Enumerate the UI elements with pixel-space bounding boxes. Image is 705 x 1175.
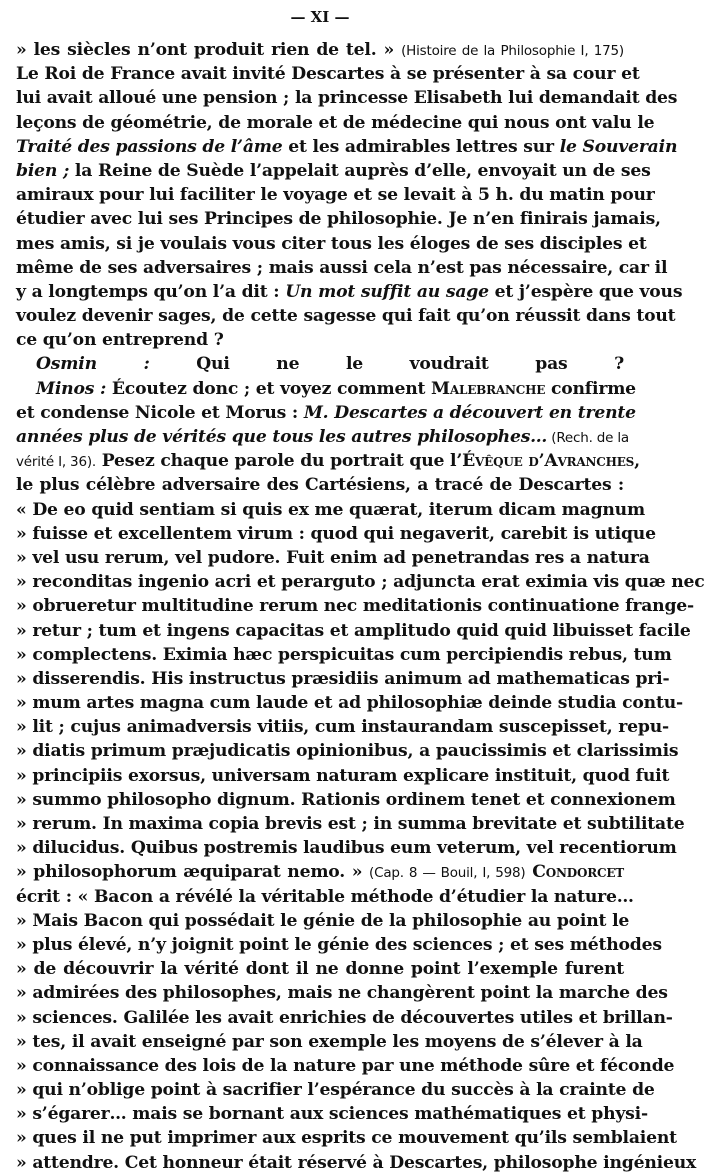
text-run: » les siècles n’ont produit rien de tel. » bbox=[16, 40, 402, 60]
text-run: Pesez chaque parole du portrait que l’ bbox=[96, 451, 463, 472]
text-run: et les admirables lettres sur bbox=[282, 136, 560, 157]
text-run: (Rech. de la bbox=[547, 430, 629, 446]
text-run: » admirées des philosophes, mais ne changèrent point la marche des bbox=[16, 983, 668, 1004]
text-run: » plus élevé, n’y joignit point le génie des sciences ; et ses méthodes bbox=[16, 934, 662, 955]
text-line bbox=[16, 1054, 675, 1078]
text-line bbox=[16, 933, 662, 957]
text-line bbox=[16, 328, 624, 352]
text-run: » principiis exorsus, universam naturam explicare instituit, quod fuit bbox=[16, 765, 670, 786]
text-run: Qui ne le voudrait pas ? bbox=[149, 354, 624, 375]
text-line bbox=[16, 449, 640, 473]
text-run: Malebranche bbox=[431, 378, 546, 399]
text-run: » Mais Bacon qui possédait le génie de la philosophie au point le bbox=[16, 910, 630, 931]
text-run: années plus de vérités que tous les autres philosophes… bbox=[16, 427, 548, 447]
text-run: confirme bbox=[545, 378, 636, 399]
text-run: « De eo quid sentiam si quis ex me quærat, iterum dicam magnum bbox=[16, 499, 645, 520]
text-run: » fuisse et excellentem virum : quod qui negaverit, carebit is utique bbox=[16, 523, 656, 544]
text-line bbox=[16, 232, 647, 256]
text-line bbox=[16, 909, 630, 933]
text-run: vérité I, 36). bbox=[16, 454, 96, 471]
text-line bbox=[16, 38, 624, 62]
text-line bbox=[16, 788, 676, 812]
text-line bbox=[16, 86, 678, 110]
text-run: M. Descartes a découvert en trente bbox=[303, 402, 636, 423]
body-text bbox=[16, 38, 705, 1175]
text-line bbox=[16, 207, 661, 231]
text-line bbox=[16, 836, 677, 860]
text-line bbox=[16, 546, 650, 570]
text-run: Un mot suffit au sage bbox=[285, 281, 489, 302]
text-line bbox=[16, 885, 634, 909]
text-line bbox=[16, 981, 668, 1005]
text-line bbox=[16, 764, 670, 788]
text-line bbox=[16, 1078, 655, 1102]
text-run: étudier avec lui ses Principes de philosophie. Je n’en finirais jamais, bbox=[16, 209, 661, 230]
text-line bbox=[16, 860, 624, 884]
text-run: » de découvrir la vérité dont il ne donne point l’exemple furent bbox=[16, 959, 624, 980]
text-run: » diatis primum præjudicatis opinionibus, a paucissimis et clarissimis bbox=[16, 741, 679, 762]
text-run: » qui n’oblige point à sacrifier l’espérance du succès à la crainte de bbox=[16, 1080, 655, 1101]
text-line bbox=[16, 667, 670, 691]
text-run: Traité des passions de l’âme bbox=[16, 136, 283, 157]
text-line bbox=[16, 715, 669, 739]
text-line bbox=[16, 256, 668, 280]
text-run: » tes, il avait enseigné par son exemple les moyens de s’élever à la bbox=[16, 1031, 643, 1052]
text-run: » mum artes magna cum laude et ad philosophiæ deinde studia contu- bbox=[16, 693, 683, 714]
text-run: et condense Nicole et Morus : bbox=[16, 402, 304, 423]
text-run: » obrueretur multitudine rerum nec meditationis continuatione frange- bbox=[16, 596, 694, 617]
text-run: » ques il ne put imprimer aux esprits ce mouvement qu’ils semblaient bbox=[16, 1128, 677, 1149]
text-line bbox=[16, 1151, 697, 1175]
text-line bbox=[16, 957, 624, 981]
text-run: ce qu’on entreprend ? bbox=[16, 330, 224, 351]
text-run: » vel usu rerum, vel pudore. Fuit enim ad penetrandas res a natura bbox=[16, 547, 650, 568]
text-run: » lit ; cujus animadversis vitiis, cum instaurandam suscepisset, repu- bbox=[16, 717, 669, 738]
text-line bbox=[16, 62, 640, 86]
text-run: » reconditas ingenio acri et perarguto ; adjuncta erat eximia vis quæ nec bbox=[16, 572, 705, 593]
text-run: » summo philosopho dignum. Rationis ordinem tenet et connexionem bbox=[16, 789, 676, 810]
text-run: Minos : bbox=[36, 378, 107, 399]
text-line bbox=[16, 1006, 673, 1030]
text-run: , bbox=[634, 451, 640, 472]
text-run: bien ; bbox=[16, 160, 70, 181]
text-run: Le Roi de France avait invité Descartes à se présenter à sa cour et bbox=[16, 64, 640, 85]
text-run: y a longtemps qu’on l’a dit : bbox=[16, 281, 286, 302]
text-run: Écoutez donc ; et voyez comment bbox=[106, 378, 432, 399]
text-run: et j’espère que vous bbox=[488, 281, 683, 302]
text-line bbox=[16, 1126, 677, 1150]
text-line bbox=[16, 159, 651, 183]
text-run: (Cap. 8 — Bouil, I, 598) bbox=[369, 865, 526, 882]
text-run: le plus célèbre adversaire des Cartésiens, a tracé de Descartes : bbox=[16, 475, 624, 496]
text-line bbox=[16, 183, 655, 207]
text-run: » s’égarer… mais se bornant aux sciences mathématiques et physi- bbox=[16, 1104, 648, 1125]
text-line bbox=[16, 691, 683, 715]
text-run: lui avait alloué une pension ; la princesse Elisabeth lui demandait des bbox=[16, 88, 678, 109]
text-run: même de ses adversaires ; mais aussi cela n’est pas nécessaire, car il bbox=[16, 257, 668, 278]
text-run: leçons de géométrie, de morale et de médecine qui nous ont valu le bbox=[16, 112, 655, 133]
text-line bbox=[16, 401, 636, 425]
text-run: le Souverain bbox=[559, 136, 678, 157]
text-line bbox=[16, 425, 629, 449]
text-run: voulez devenir sages, de cette sagesse qui fait qu’on réussit dans tout bbox=[16, 306, 676, 327]
text-run: » rerum. In maxima copia brevis est ; in summa brevitate et subtilitate bbox=[16, 814, 685, 834]
text-line bbox=[16, 498, 645, 522]
text-run: » connaissance des lois de la nature par une méthode sûre et féconde bbox=[16, 1055, 675, 1076]
text-run: » complectens. Eximia hæc perspicuitas cum percipiendis rebus, tum bbox=[16, 644, 672, 665]
text-run: » retur ; tum et ingens capacitas et amplitudo quid quid libuisset facile bbox=[16, 620, 691, 641]
text-run: » disserendis. His instructus præsidiis animum ad mathematicas pri- bbox=[16, 668, 670, 689]
text-line bbox=[16, 304, 676, 328]
text-run: » philosophorum æquiparat nemo. » bbox=[16, 862, 370, 883]
text-line bbox=[16, 1102, 648, 1126]
text-line bbox=[16, 619, 691, 643]
text-line bbox=[16, 280, 683, 304]
text-run: amiraux pour lui faciliter le voyage et se levait à 5 h. du matin pour bbox=[16, 185, 655, 206]
text-run: (Histoire de la Philosophie I, 175) bbox=[401, 43, 624, 59]
text-run: Condorcet bbox=[532, 862, 624, 883]
text-run: écrit : « Bacon a révélé la véritable méthode d’étudier la nature… bbox=[16, 886, 634, 907]
text-line bbox=[16, 570, 705, 594]
text-line bbox=[16, 594, 694, 618]
text-run: » attendre. Cet honneur était réservé à Descartes, philosophe ingénieux bbox=[16, 1152, 697, 1173]
text-line bbox=[16, 135, 678, 159]
page-number: — XI — bbox=[290, 8, 350, 26]
text-line bbox=[16, 522, 656, 546]
text-run: mes amis, si je voulais vous citer tous les éloges de ses disciples et bbox=[16, 233, 647, 254]
text-line bbox=[16, 352, 624, 376]
text-line bbox=[16, 111, 655, 135]
text-line bbox=[16, 643, 672, 667]
text-run: Évêque d’Avranches bbox=[462, 451, 635, 472]
text-run: la Reine de Suède l’appelait auprès d’elle, envoyait un de ses bbox=[69, 160, 651, 181]
text-line bbox=[16, 812, 685, 836]
text-run: » sciences. Galilée les avait enrichies de découvertes utiles et brillan- bbox=[16, 1007, 673, 1028]
text-line bbox=[16, 473, 624, 497]
text-run: » dilucidus. Quibus postremis laudibus eum veterum, vel recentiorum bbox=[16, 838, 677, 859]
text-line bbox=[16, 377, 636, 401]
text-line bbox=[16, 739, 679, 763]
text-line bbox=[16, 1030, 643, 1054]
text-run: Osmin : bbox=[36, 354, 150, 375]
